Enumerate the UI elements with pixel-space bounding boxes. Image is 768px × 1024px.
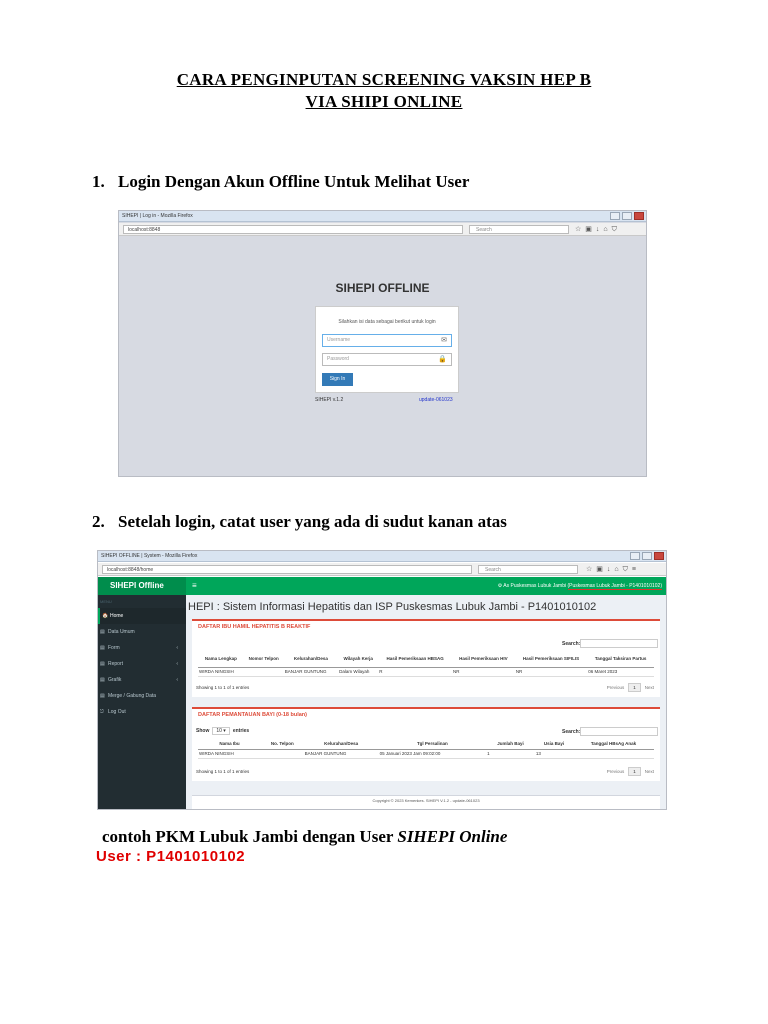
column-header[interactable]: Hasil Pemeriksaan HBSAG [378,651,452,667]
window-title: SIHEPI OFFLINE | System - Mozilla Firefox [101,553,198,559]
entries-select[interactable]: 10 ▾ [212,727,229,735]
show-entries-control [196,727,249,735]
column-header[interactable]: Tanggal HBsAg Anak [573,739,654,749]
table-cell: NR [515,667,587,676]
previous-button[interactable]: Previous [606,769,625,774]
baby-monitoring-box-title: DAFTAR PEMANTAUAN BAYI (0-18 bulan) [198,712,307,718]
menu-toggle-icon[interactable]: ≡ [192,581,197,590]
window-title-bar [119,211,646,222]
column-header[interactable]: Tgl Persalinan [379,739,487,749]
browser-navbar [119,223,646,236]
next-button[interactable]: Next [644,769,654,774]
browser-navbar [98,563,666,576]
brand-logo[interactable]: SIHEPI Offline [98,577,186,595]
minimize-icon[interactable] [610,212,620,220]
column-header[interactable]: Kelurahan/Desa [284,651,338,667]
search-input[interactable] [580,639,658,648]
table-row [198,667,654,676]
table-cell: BANJAR GUNTUNG [284,667,338,676]
step-2-number: 2. [92,512,105,531]
sidebar-item-home[interactable] [98,608,186,624]
sidebar-item-logout[interactable] [98,704,186,720]
hepatitis-box [192,619,660,697]
sidebar-header: MENU [100,599,112,604]
sidebar-item-label: Data Umum [108,629,135,635]
caption-italic: SIHEPI Online [397,827,508,846]
password-placeholder: Password [327,356,349,362]
app-footer: Copyright © 2023 Kemenkes. SIHEPI V.1.2 - update-061023 [192,795,660,809]
table-cell: WIRDA NINGSIH [198,667,244,676]
main-content [186,595,667,810]
chevron-left-icon: ‹ [176,645,178,651]
column-header[interactable]: Hasil Pemeriksaan SIFILIS [515,651,587,667]
chart-icon: ▤ [100,677,105,683]
minimize-icon[interactable] [630,552,640,560]
envelope-icon: ✉ [441,337,447,344]
browser-search-box[interactable] [469,225,569,234]
pagination [607,683,654,692]
baby-monitoring-table [198,739,654,759]
entries-label: entries [232,728,250,734]
list-icon: ▤ [100,645,105,651]
table-cell: 05 Januari 2023 Jam 09:02:00 [379,749,487,758]
page-title: HEPI : Sistem Informasi Hepatitis dan ISP Puskesmas Lubuk Jambi - P1401010102 [188,601,597,613]
browser-toolbar-icons[interactable]: ☆▣↓⌂⛉≡ [586,566,640,573]
step-2-text: Setelah login, catat user yang ada di sudut kanan atas [118,512,507,531]
login-app-title: SIHEPI OFFLINE [335,281,430,295]
sidebar-item-label: Report [108,661,124,667]
table-header-row [198,739,654,749]
table-cell: NR [452,667,515,676]
sidebar-item-merge[interactable] [98,688,186,704]
search-label: Search: [562,729,581,735]
table-cell: 1 [486,749,535,758]
window-title-bar [98,551,666,562]
document-title-line-2: VIA SHIPI ONLINE [305,92,463,111]
table-cell: 06 Maret 2023 [587,667,654,676]
step-1-heading [92,172,469,192]
url-bar[interactable] [123,225,463,234]
login-screenshot [118,210,647,477]
table-cell: 13 [535,749,573,758]
entries-select-value: 10 [216,728,222,734]
next-button[interactable]: Next [644,685,654,690]
dashboard-screenshot [97,550,667,810]
password-field[interactable] [322,353,452,366]
column-header[interactable]: Hasil Pemeriksaan HIV [452,651,515,667]
step-1-text: Login Dengan Akun Offline Untuk Melihat User [118,172,470,191]
sidebar-item-label: Home [110,613,124,619]
table-header-row [198,651,654,667]
sidebar-item-label: Merge / Gabung Data [108,693,157,699]
close-icon[interactable] [634,212,644,220]
url-text: localhost:8848/home [107,567,154,573]
maximize-icon[interactable] [622,212,632,220]
browser-toolbar-icons[interactable]: ☆▣↓⌂⛉ [575,226,621,233]
previous-button[interactable]: Previous [606,685,625,690]
merge-icon: ▤ [100,693,105,699]
sidebar-item-label: Log Out [108,709,126,715]
login-update-link[interactable]: update-061023 [419,397,453,403]
list-icon: ▤ [100,661,105,667]
table-cell [261,749,304,758]
sidebar-item-data-umum[interactable] [98,624,186,640]
sidebar-item-label: Grafik [108,677,122,683]
url-text: localhost:8848 [128,227,161,233]
sidebar-item-label: Form [108,645,120,651]
column-header[interactable]: No. Telpon [261,739,304,749]
username-placeholder: Username [327,337,351,343]
sign-in-button[interactable]: Sign In [322,373,353,386]
search-input[interactable] [580,727,658,736]
chevron-left-icon: ‹ [176,661,178,667]
user-prefix: ⚙ As Puskesmas Lubuk Jambi [497,583,568,589]
table-cell: WIRDA NINGSIH [198,749,261,758]
chevron-left-icon: ‹ [176,677,178,683]
user-account-id: (Puskesmas Lubuk Jambi - P1401010102) [567,583,662,589]
browser-search-placeholder: Search [476,227,492,233]
app-header [98,577,666,595]
table-info: Showing 1 to 1 of 1 entries [196,685,250,690]
document-title-line-1: CARA PENGINPUTAN SCREENING VAKSIN HEP B [176,70,592,89]
sidebar-item-grafik[interactable] [98,672,186,688]
logout-icon: ⎋ [100,709,104,715]
lock-icon: 🔒 [438,356,447,363]
column-header[interactable]: Nama Ibu [198,739,261,749]
column-header[interactable]: Tanggal Taksiran Partus [587,651,654,667]
table-info: Showing 1 to 1 of 1 entries [196,769,250,774]
column-header[interactable]: Wilayah Kerja [338,651,378,667]
close-icon[interactable] [654,552,664,560]
user-id-line: User : P1401010102 [96,848,246,865]
table-cell: BANJAR GUNTUNG [304,749,379,758]
show-label: Show [196,728,210,734]
column-header[interactable]: Kelurahan/Desa [304,739,379,749]
search-label: Search: [562,641,581,647]
browser-search-placeholder: Search [485,567,501,573]
page-1-button[interactable]: 1 [628,767,641,776]
table-row [198,749,654,758]
window-controls [630,552,664,560]
sidebar-item-report[interactable] [98,656,186,672]
user-info[interactable] [498,577,662,595]
hepatitis-table [198,651,654,677]
url-bar[interactable] [102,565,472,574]
column-header[interactable]: Nama Lengkap [198,651,244,667]
table-cell [244,667,284,676]
table-cell: Dalam Wilayah [338,667,378,676]
sidebar [98,595,186,810]
window-controls [610,212,644,220]
example-caption [102,827,507,847]
username-field[interactable] [322,334,452,347]
page-1-button[interactable]: 1 [628,683,641,692]
browser-search-box[interactable] [478,565,578,574]
sidebar-item-form[interactable] [98,640,186,656]
column-header[interactable]: Usia Bayi [535,739,573,749]
home-icon: 🏠 [102,613,109,619]
column-header[interactable]: Jumlah Bayi [486,739,535,749]
window-title: SIHEPI | Log in - Mozilla Firefox [122,213,193,219]
baby-monitoring-box [192,707,660,781]
table-cell [573,749,654,758]
login-version: SIHEPI v.1.2 [315,397,344,403]
hepatitis-box-title: DAFTAR IBU HAMIL HEPATITIS B REAKTIF [198,624,311,630]
login-hint: Silahkan isi data sebagai berikut untuk login [338,319,436,325]
table-cell: R [378,667,452,676]
step-2-heading [92,512,507,532]
pagination [607,767,654,776]
maximize-icon[interactable] [642,552,652,560]
list-icon: ▤ [100,629,105,635]
caption-text: contoh PKM Lubuk Jambi dengan User [102,827,398,846]
login-card [315,306,459,393]
step-1-number: 1. [92,172,105,191]
column-header[interactable]: Nomor Telpon [244,651,284,667]
